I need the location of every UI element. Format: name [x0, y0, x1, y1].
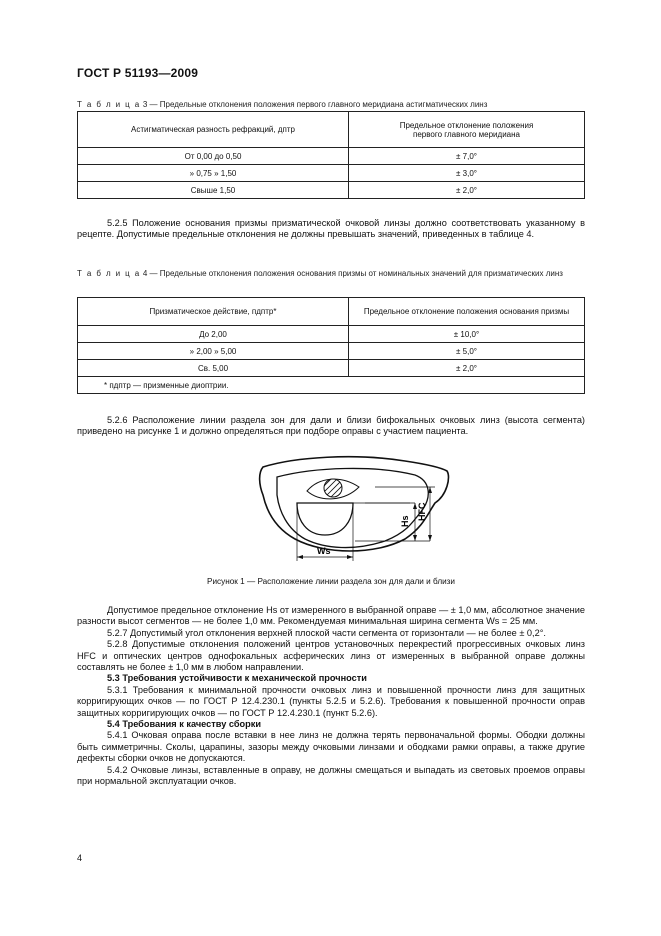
table4-header-row [78, 298, 585, 326]
section-5-2-6 [77, 415, 585, 438]
table4-cell: ± 2,0° [349, 360, 585, 377]
table-row [78, 377, 585, 394]
figure-caption: Рисунок 1 — Расположение линии раздела зон для дали и близи [207, 577, 455, 586]
table4-caption-word: Т а б л и ц а [77, 269, 141, 278]
table4-cell: До 2,00 [78, 326, 349, 343]
body-text [77, 605, 585, 788]
near-segment [297, 503, 353, 535]
table-row [78, 343, 585, 360]
table4-cell: Св. 5,00 [78, 360, 349, 377]
ws-label: Ws [317, 546, 331, 556]
table4-footnote: * пдптр — призменные диоптрии. [78, 377, 585, 394]
table3 [77, 111, 585, 199]
table3-caption-word: Т а б л и ц а [77, 100, 141, 109]
page-number: 4 [77, 853, 83, 863]
table4-caption [77, 268, 585, 279]
table3-head-col2: Предельное отклонение положения первого главного меридиана [349, 112, 585, 148]
table4-cell: ± 5,0° [349, 343, 585, 360]
table-row [78, 165, 585, 182]
table3-caption-text: 3 — Предельные отклонения положения первого главного меридиана астигматических линз [142, 100, 488, 109]
table-row [78, 182, 585, 199]
table3-cell: ± 7,0° [349, 148, 585, 165]
section-5-2-5 [77, 218, 585, 241]
bifocal-lens-figure [255, 455, 455, 570]
section-heading: 5.4 Требования к качеству сборки [107, 719, 261, 730]
table3-cell: ± 3,0° [349, 165, 585, 182]
table3-cell: От 0,00 до 0,50 [78, 148, 349, 165]
paragraph: 5.2.7 Допустимый угол отклонения верхней плоской части сегмента от горизонтали — не более ± 0,2°. [107, 627, 546, 638]
paragraph: 5.4.1 Очковая оправа после вставки в нее линз не должна терять первоначальной формы. Ободки должны быть симметричны. Сколы, царапины, зазоры между очковыми линзами и ободками рамки оправы, а также другие дефекты сборки очков не допускаются. [77, 730, 585, 764]
table3-cell: Свыше 1,50 [78, 182, 349, 199]
document-code: ГОСТ Р 51193—2009 [77, 66, 199, 80]
table-row [78, 360, 585, 377]
table3-cell: ± 2,0° [349, 182, 585, 199]
paragraph: 5.2.6 Расположение линии раздела зон для дали и близи бифокальных очковых линз (высота сегмента) приведено на рисунке 1 и должно определяться при подборе оправы с участием пациента. [77, 415, 585, 437]
table4-cell: » 2,00 » 5,00 [78, 343, 349, 360]
table4 [77, 297, 585, 394]
table4-caption-text: 4 — Предельные отклонения положения основания призмы от номинальных значений для призматических линз [142, 269, 563, 278]
table3-caption [77, 99, 585, 110]
hs-label: Hs [400, 515, 410, 527]
table3-header-row [78, 112, 585, 148]
table4-head-col2: Предельное отклонение положения основания призмы [349, 298, 585, 326]
paragraph: 5.4.2 Очковые линзы, вставленные в оправу, не должны смещаться и выпадать из световых проемов оправы при нормальной эксплуатации очков. [77, 764, 585, 787]
table4-cell: ± 10,0° [349, 326, 585, 343]
paragraph: 5.2.8 Допустимые отклонения положений центров установочных перекрестий прогрессивных очковых линз HFC и оптических центров однофокальных асферических линз от измеренных в выбранной оправе должны составлять не более ± 1,0 мм в любом направлении. [77, 639, 585, 673]
paragraph: 5.3.1 Требования к минимальной прочности очковых линз и повышенной прочности линз для защитных корригирующих очков — по ГОСТ Р 12.4.230.1 (пункты 5.2.5 и 5.2.6). Требования к повышенной прочности оправ защитных корригирующих очков — по ГОСТ Р 12.4.230.1 (пункт 5.2.6). [77, 684, 585, 718]
section-heading: 5.3 Требования устойчивости к механической прочности [107, 673, 367, 684]
table-row [78, 148, 585, 165]
table3-cell: » 0,75 » 1,50 [78, 165, 349, 182]
table3-head-col1: Астигматическая разность рефракций, дптр [78, 112, 349, 148]
paragraph: 5.2.5 Положение основания призмы призматической очковой линзы должно соответствовать указанному в рецепте. Допустимые предельные отклонения не должны превышать значений, приведенных в таблице 4. [77, 218, 585, 240]
table4-head-col1: Призматическое действие, пдптр* [78, 298, 349, 326]
paragraph: Допустимое предельное отклонение Hs от измеренного в выбранной оправе — ± 1,0 мм, абсолютное значение разности высот сегментов — не более 1,0 мм. Рекомендуемая минимальная ширина сегмента Ws = 25 мм. [77, 605, 585, 627]
hfc-label: HFC [417, 502, 427, 521]
table-row [78, 326, 585, 343]
